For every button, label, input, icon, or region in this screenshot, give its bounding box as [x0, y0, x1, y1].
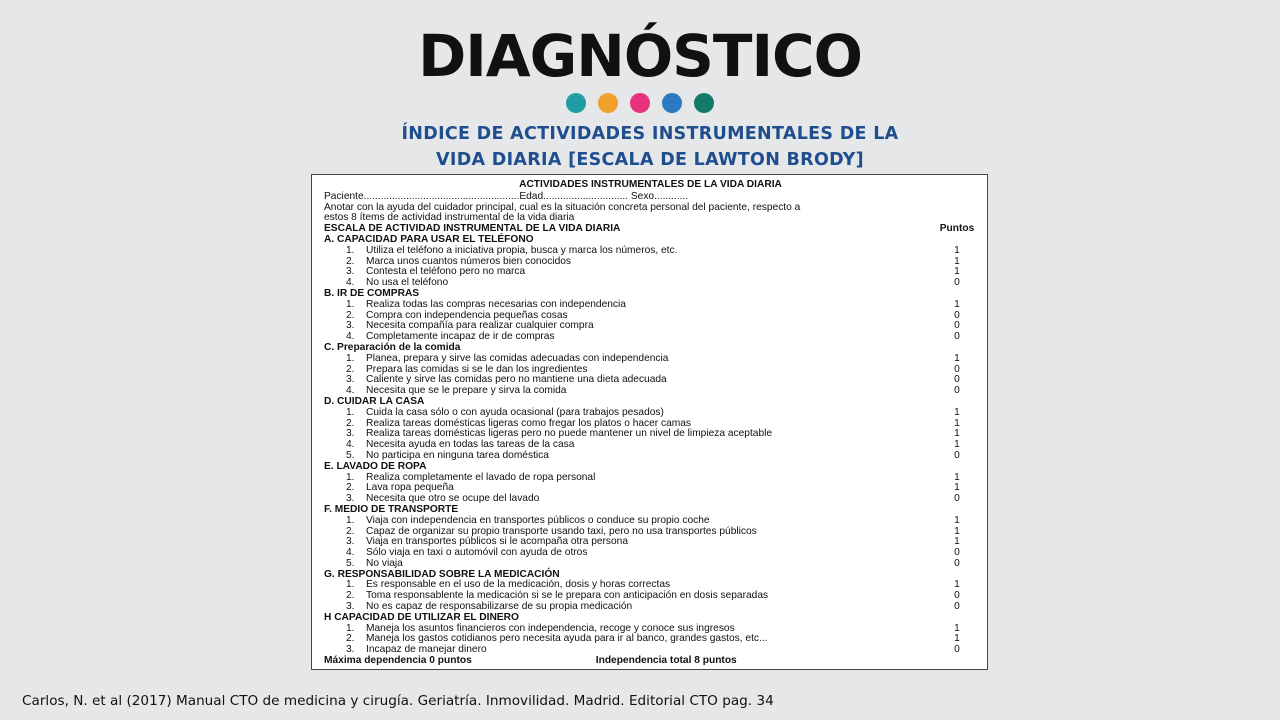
item-text: Viaja en transportes públicos si le acompaña otra persona — [366, 536, 629, 548]
subtitle-line-1: ÍNDICE DE ACTIVIDADES INSTRUMENTALES DE LA — [401, 124, 899, 144]
item-points: 0 — [954, 374, 960, 386]
item-points: 0 — [954, 309, 960, 321]
item-points: 1 — [954, 266, 960, 278]
section-title: C. Preparación de la comida — [324, 341, 461, 353]
item-text: Sólo viaja en taxi o automóvil con ayuda de otros — [366, 547, 588, 559]
footer-min-dependency: Máxima dependencia 0 puntos — [324, 655, 472, 667]
instructions-line-1: Anotar con la ayuda del cuidador principal, cual es la situación concreta personal del paciente, respecto a — [324, 201, 801, 213]
sections-list — [324, 235, 977, 656]
lawton-brody-scale-document — [311, 174, 988, 670]
subtitle-line-2: VIDA DIARIA [ESCALA DE LAWTON BRODY] — [436, 150, 864, 170]
dot-green — [694, 93, 714, 113]
item-points: 1 — [954, 417, 960, 429]
item-points: 1 — [954, 298, 960, 310]
decorative-dots — [0, 93, 1280, 113]
item-text: Maneja los asuntos financieros con independencia, recoge y conoce sus ingresos — [366, 622, 735, 634]
item-text: No viaja — [366, 557, 403, 569]
item-text: Lava ropa pequeña — [366, 482, 454, 494]
dot-teal — [566, 93, 586, 113]
section-title: B. IR DE COMPRAS — [324, 287, 420, 299]
item-number: 2. — [346, 417, 355, 429]
item-number: 4. — [346, 331, 355, 343]
item-points: 0 — [954, 449, 960, 461]
item-number: 1. — [346, 579, 355, 591]
item-number: 1. — [346, 244, 355, 256]
item-number: 2. — [346, 363, 355, 375]
item-number: 2. — [346, 309, 355, 321]
item-points: 1 — [954, 255, 960, 267]
item-text: No es capaz de responsabilizarse de su propia medicación — [366, 601, 633, 613]
item-points: 0 — [954, 331, 960, 343]
item-text: No usa el teléfono — [366, 277, 449, 289]
item-points: 0 — [954, 557, 960, 569]
item-number: 1. — [346, 298, 355, 310]
item-text: Compra con independencia pequeñas cosas — [366, 309, 568, 321]
dot-blue — [662, 93, 682, 113]
item-points: 1 — [954, 439, 960, 451]
item-points: 1 — [954, 406, 960, 418]
item-points: 1 — [954, 471, 960, 483]
item-text: No participa en ninguna tarea doméstica — [366, 449, 549, 461]
item-text: Es responsable en el uso de la medicación, dosis y horas correctas — [366, 579, 671, 591]
item-number: 2. — [346, 590, 355, 602]
scale-footer — [324, 656, 977, 667]
item-number: 3. — [346, 601, 355, 613]
item-text: Realiza tareas domésticas ligeras pero no puede mantener un nivel de limpieza aceptable — [366, 428, 773, 440]
item-points: 1 — [954, 536, 960, 548]
item-points: 1 — [954, 525, 960, 537]
instructions-line-2: estos 8 ítems de actividad instrumental de la vida diaria — [324, 212, 575, 224]
item-text: Incapaz de manejar dinero — [366, 644, 487, 656]
section-title: G. RESPONSABILIDAD SOBRE LA MEDICACIÓN — [324, 568, 560, 580]
scale-item-row — [324, 548, 977, 559]
item-text: Capaz de organizar su propio transporte usando taxi, pero no usa transportes públicos — [366, 525, 757, 537]
item-number: 4. — [346, 547, 355, 559]
item-number: 2. — [346, 255, 355, 267]
item-number: 1. — [346, 514, 355, 526]
item-number: 4. — [346, 385, 355, 397]
item-text: Marca unos cuantos números bien conocidos — [366, 255, 571, 267]
item-points: 1 — [954, 428, 960, 440]
item-text: Prepara las comidas si se le dan los ingredientes — [366, 363, 588, 375]
item-number: 3. — [346, 320, 355, 332]
item-text: Necesita ayuda en todas las tareas de la casa — [366, 439, 575, 451]
section-title: H CAPACIDAD DE UTILIZAR EL DINERO — [324, 611, 519, 623]
item-points: 1 — [954, 622, 960, 634]
item-number: 5. — [346, 449, 355, 461]
item-points: 1 — [954, 633, 960, 645]
item-number: 3. — [346, 493, 355, 505]
item-points: 0 — [954, 277, 960, 289]
item-number: 1. — [346, 471, 355, 483]
item-points: 0 — [954, 644, 960, 656]
item-points: 1 — [954, 352, 960, 364]
document-title: ACTIVIDADES INSTRUMENTALES DE LA VIDA DIARIA — [519, 179, 782, 190]
item-text: Utiliza el teléfono a iniciativa propia, busca y marca los números, etc. — [366, 244, 678, 256]
section-title: A. CAPACIDAD PARA USAR EL TELÉFONO — [324, 233, 534, 245]
item-points: 0 — [954, 385, 960, 397]
item-text: Realiza tareas domésticas ligeras como fregar los platos o hacer camas — [366, 417, 692, 429]
dot-pink — [630, 93, 650, 113]
item-points: 1 — [954, 579, 960, 591]
scale-header: ESCALA DE ACTIVIDAD INSTRUMENTAL DE LA VIDA DIARIA — [324, 223, 621, 235]
item-text: Realiza completamente el lavado de ropa personal — [366, 471, 596, 483]
item-text: Necesita compañía para realizar cualquier compra — [366, 320, 594, 332]
item-text: Completamente incapaz de ir de compras — [366, 331, 555, 343]
citation: Carlos, N. et al (2017) Manual CTO de medicina y cirugía. Geriatría. Inmovilidad. Madrid. Editorial CTO pag. 34 — [22, 693, 774, 709]
item-text: Realiza todas las compras necesarias con independencia — [366, 298, 626, 310]
item-number: 3. — [346, 536, 355, 548]
item-number: 4. — [346, 439, 355, 451]
item-points: 1 — [954, 244, 960, 256]
item-text: Contesta el teléfono pero no marca — [366, 266, 526, 278]
item-points: 0 — [954, 590, 960, 602]
item-number: 3. — [346, 644, 355, 656]
item-points: 0 — [954, 493, 960, 505]
patient-line: Paciente.......................................................Edad.............................. Sexo............ — [324, 190, 689, 202]
points-header: Puntos — [939, 223, 975, 235]
item-number: 1. — [346, 352, 355, 364]
item-number: 3. — [346, 266, 355, 278]
footer-max-independence: Independencia total 8 puntos — [595, 655, 737, 667]
item-points: 1 — [954, 514, 960, 526]
item-number: 1. — [346, 406, 355, 418]
item-text: Toma responsablente la medicación si se le prepara con anticipación en dosis separadas — [366, 590, 769, 602]
slide-title: DIAGNÓSTICO — [418, 22, 862, 90]
item-points: 0 — [954, 547, 960, 559]
item-text: Viaja con independencia en transportes públicos o conduce su propio coche — [366, 514, 710, 526]
item-number: 4. — [346, 277, 355, 289]
section-title: E. LAVADO DE ROPA — [324, 460, 427, 472]
item-number: 2. — [346, 633, 355, 645]
scale-item-row — [324, 278, 977, 289]
item-number: 3. — [346, 428, 355, 440]
dot-orange — [598, 93, 618, 113]
item-points: 0 — [954, 363, 960, 375]
section-title: F. MEDIO DE TRANSPORTE — [324, 503, 459, 515]
section-title: D. CUIDAR LA CASA — [324, 395, 425, 407]
item-points: 0 — [954, 320, 960, 332]
item-number: 5. — [346, 557, 355, 569]
item-text: Planea, prepara y sirve las comidas adecuadas con independencia — [366, 352, 669, 364]
item-text: Necesita que otro se ocupe del lavado — [366, 493, 540, 505]
item-text: Cuida la casa sólo o con ayuda ocasional (para trabajos pesados) — [366, 406, 664, 418]
slide-subtitle — [0, 121, 1280, 173]
item-number: 1. — [346, 622, 355, 634]
item-points: 1 — [954, 482, 960, 494]
item-text: Caliente y sirve las comidas pero no mantiene una dieta adecuada — [366, 374, 667, 386]
item-number: 2. — [346, 525, 355, 537]
item-text: Maneja los gastos cotidianos pero necesita ayuda para ir al banco, grandes gastos, etc... — [366, 633, 768, 645]
item-number: 2. — [346, 482, 355, 494]
item-points: 0 — [954, 601, 960, 613]
item-text: Necesita que se le prepare y sirva la comida — [366, 385, 567, 397]
item-number: 3. — [346, 374, 355, 386]
